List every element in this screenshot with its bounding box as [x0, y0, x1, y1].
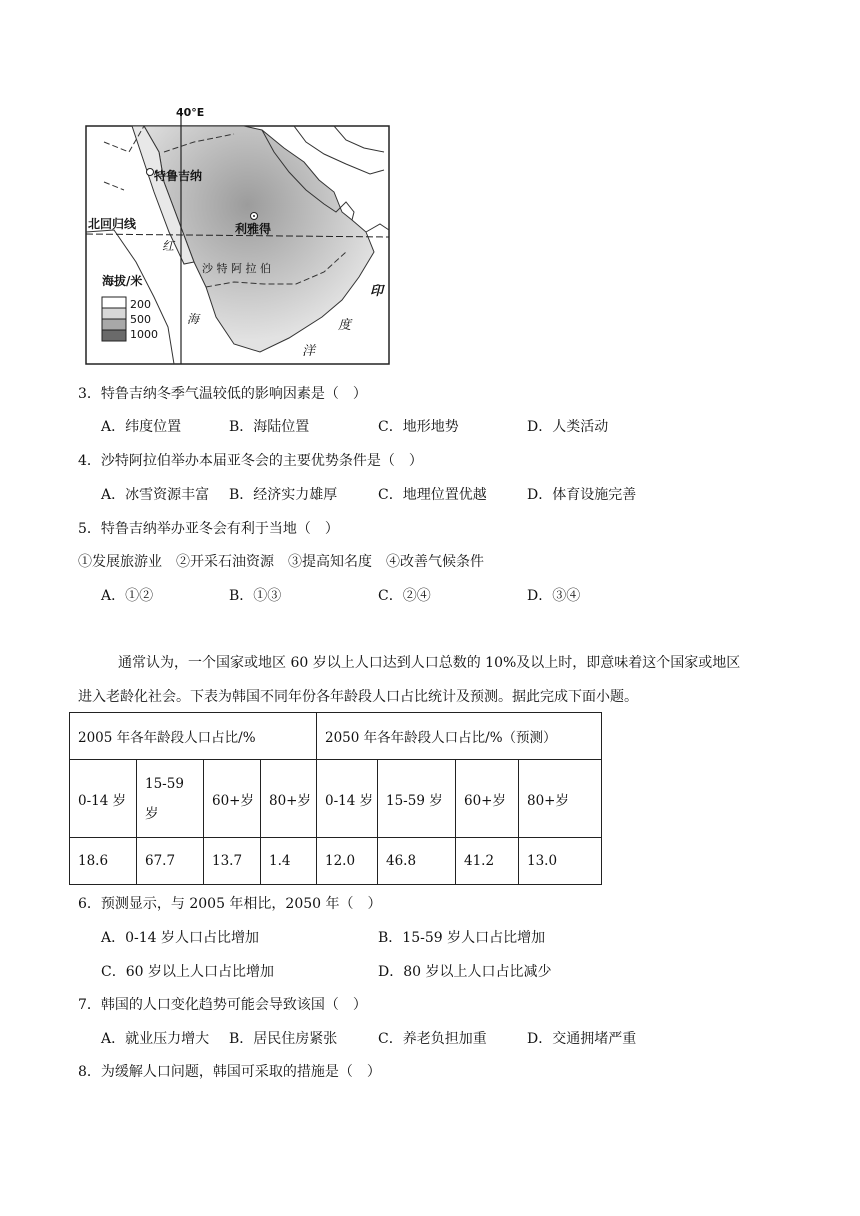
ocean-label-3: 洋: [302, 344, 316, 359]
table-row: [70, 838, 602, 885]
city-west-label: 特鲁吉纳: [154, 169, 203, 183]
col-2005-60plus: 60+岁: [204, 760, 261, 838]
passage-line-2: 进入老龄化社会。下表为韩国不同年份各年龄段人口占比统计及预测。据此完成下面小题。: [78, 689, 638, 705]
country-label: 沙 特 阿 拉 伯: [202, 262, 271, 275]
q6-option-b: B．15-59 岁人口占比增加: [378, 930, 546, 946]
col-2005-15-59: [137, 760, 204, 838]
q3-option-c: C．地形地势: [378, 419, 459, 435]
red-sea-label-2: 海: [187, 312, 200, 326]
q5-option-d: D．③④: [527, 588, 581, 604]
question-4-stem: 4．沙特阿拉伯举办本届亚冬会的主要优势条件是（ ）: [78, 453, 423, 469]
q6-option-c: C．60 岁以上人口占比增加: [101, 964, 274, 980]
header-2050: 2050 年各年龄段人口占比/%（预测）: [317, 713, 602, 760]
col-2050-0-14: 0-14 岁: [317, 760, 378, 838]
tropic-label: 北回归线: [88, 217, 137, 231]
header-2005: 2005 年各年龄段人口占比/%: [70, 713, 317, 760]
city-west-marker: [147, 169, 154, 176]
legend-200: 200: [130, 298, 151, 311]
col-2050-80plus: 80+岁: [519, 760, 602, 838]
legend-1000: 1000: [130, 328, 158, 341]
q7-option-d: D．交通拥堵严重: [527, 1031, 637, 1047]
population-table: [69, 712, 602, 885]
q6-option-d: D．80 岁以上人口占比减少: [378, 964, 552, 980]
value-2050-15-59: 46.8: [378, 838, 456, 885]
col-2005-15-59-top: 15-59: [145, 775, 184, 792]
value-2005-60plus: 13.7: [204, 838, 261, 885]
table-column-row: [70, 760, 602, 838]
table-header-row: [70, 713, 602, 760]
col-2050-60plus: 60+岁: [456, 760, 519, 838]
q3-option-d: D．人类活动: [527, 419, 609, 435]
q7-option-c: C．养老负担加重: [378, 1031, 487, 1047]
value-2050-80plus: 13.0: [519, 838, 602, 885]
saudi-arabia-map: [84, 106, 392, 366]
q5-option-c: C．②④: [378, 588, 431, 604]
q4-option-a: A．冰雪资源丰富: [101, 487, 210, 503]
col-2005-15-59-suffix: 岁: [145, 805, 159, 822]
col-2050-15-59: 15-59 岁: [378, 760, 456, 838]
legend-500: 500: [130, 313, 151, 326]
q4-option-d: D．体育设施完善: [527, 487, 637, 503]
capital-label: 利雅得: [235, 222, 272, 236]
q4-option-b: B．经济实力雄厚: [229, 487, 338, 503]
col-2005-80plus: 80+岁: [261, 760, 317, 838]
q4-option-c: C．地理位置优越: [378, 487, 487, 503]
value-2005-0-14: 18.6: [70, 838, 137, 885]
value-2005-15-59: 67.7: [137, 838, 204, 885]
q5-option-b: B．①③: [229, 588, 282, 604]
question-3-stem: 3．特鲁吉纳冬季气温较低的影响因素是（ ）: [78, 386, 367, 402]
q7-option-b: B．居民住房紧张: [229, 1031, 338, 1047]
question-7-stem: 7．韩国的人口变化趋势可能会导致该国（ ）: [78, 997, 367, 1013]
legend-title: 海拔/米: [102, 274, 143, 288]
value-2050-0-14: 12.0: [317, 838, 378, 885]
value-2050-60plus: 41.2: [456, 838, 519, 885]
meridian-label: 40°E: [176, 106, 205, 119]
elevation-legend: [102, 297, 126, 341]
q5-items: ①发展旅游业 ②开采石油资源 ③提高知名度 ④改善气候条件: [78, 554, 484, 570]
q3-option-b: B．海陆位置: [229, 419, 310, 435]
ocean-label-2: 度: [338, 318, 352, 333]
passage-line-1: 通常认为，一个国家或地区 60 岁以上人口达到人口总数的 10%及以上时，即意味着这个国家或地区: [118, 655, 741, 671]
ocean-label-1: 印: [370, 284, 384, 299]
col-2005-0-14: 0-14 岁: [70, 760, 137, 838]
q3-option-a: A．纬度位置: [101, 419, 182, 435]
question-8-stem: 8．为缓解人口问题，韩国可采取的措施是（ ）: [78, 1064, 381, 1080]
question-6-stem: 6．预测显示，与 2005 年相比，2050 年（ ）: [78, 896, 382, 912]
q6-option-a: A．0-14 岁人口占比增加: [101, 930, 260, 946]
q7-option-a: A．就业压力增大: [101, 1031, 210, 1047]
question-5-stem: 5．特鲁吉纳举办亚冬会有利于当地（ ）: [78, 521, 339, 537]
value-2005-80plus: 1.4: [261, 838, 317, 885]
red-sea-label-1: 红: [162, 239, 175, 253]
q5-option-a: A．①②: [101, 588, 154, 604]
